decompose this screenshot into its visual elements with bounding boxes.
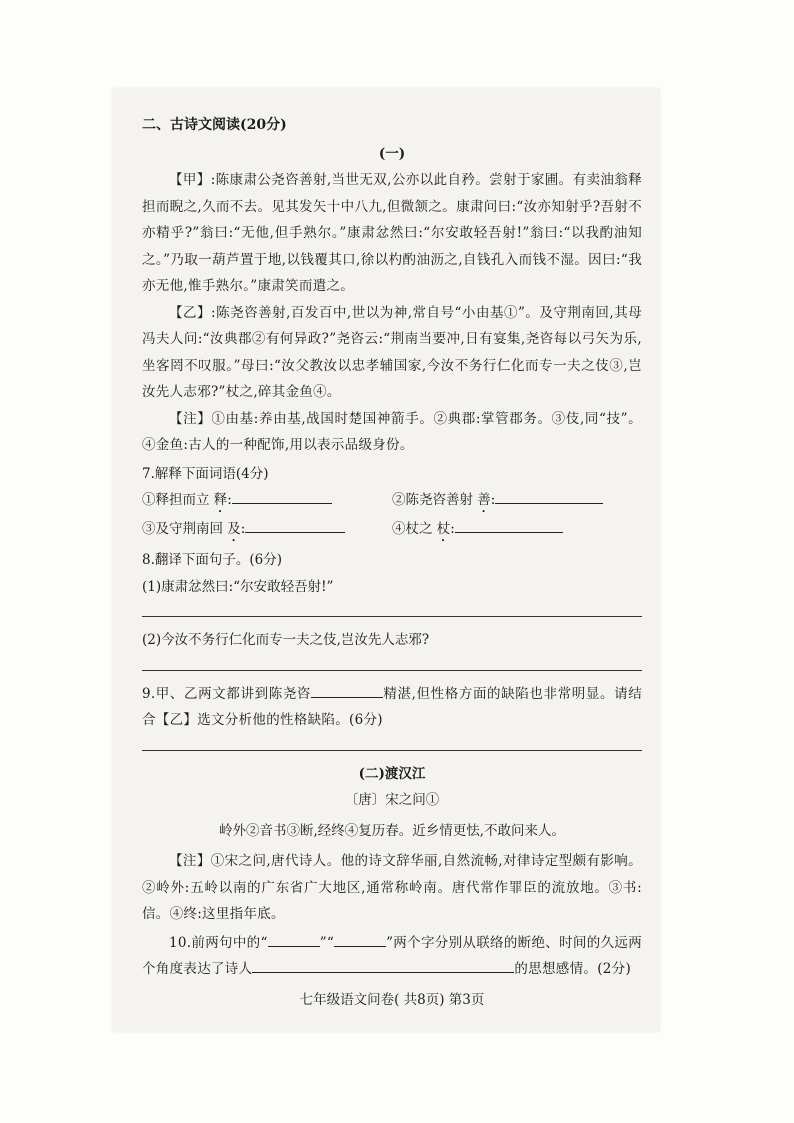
q7-answer-4[interactable] <box>455 516 563 533</box>
q7-item-3-key: 及 <box>227 521 241 537</box>
q7-answer-3[interactable] <box>245 516 345 533</box>
passage-yi: 【乙】:陈尧咨善射,百发百中,世以为神,常自号“小由基①”。及守荆南回,其母冯夫人问:“汝典郡②有何异政?”尧咨云:“荆南当要冲,日有宴集,尧咨每以弓矢为乐,坐客罔不叹服。”母曰:“汝父教汝以忠孝辅国家,今汝不务行仁化而专一夫之伎③,岂汝先人志邪?”杖之,碎其金鱼④。 <box>142 304 642 400</box>
question-7-row-2 <box>142 516 642 545</box>
question-7 <box>142 461 642 546</box>
q10-blank-2[interactable] <box>334 930 386 947</box>
q7-item-2-suffix: : <box>490 492 496 508</box>
q10-blank-1[interactable] <box>268 930 320 947</box>
section-title: 二、古诗文阅读(20分) <box>142 117 287 133</box>
q7-item-1-key: 释 <box>213 492 228 508</box>
q7-item-4-text: ④杖之 <box>392 521 437 537</box>
q7-answer-1[interactable] <box>232 487 332 504</box>
passage-jia: 【甲】:陈康肃公尧咨善射,当世无双,公亦以此自矜。尝射于家圃。有卖油翁释担而睨之,久而不去。见其发矢十中八九,但微颔之。康肃问曰:“汝亦知射乎?吾射不亦精乎?”翁曰:“无他,但手熟尔。”康肃忿然曰:“尔安敢轻吾射!”翁曰:“以我酌油知之。”乃取一葫芦置于地,以钱覆其口,徐以杓酌油沥之,自钱孔入而钱不湿。因曰:“我亦无他,惟手熟尔。”康肃笑而遣之。 <box>142 172 642 294</box>
q10-part-4: 的思想感情。(2分) <box>514 961 632 977</box>
question-7-title: 7.解释下面词语(4分) <box>142 465 269 482</box>
q7-item-1-text: ①释担而立 <box>142 492 214 508</box>
question-7-item-2 <box>392 487 642 516</box>
q9-suffix: 精湛,但性格方面的缺陷也非常明显。请结合【乙】选文分析他的性格缺陷。(6分) <box>142 685 642 728</box>
exam-content <box>142 112 642 1013</box>
q10-part-2: ”“ <box>319 934 335 951</box>
question-9 <box>142 681 642 751</box>
part1-title: (一) <box>378 145 406 162</box>
page-footer: 七年级语文问卷( 共8页) 第3页 <box>299 991 485 1008</box>
q9-answer-line[interactable] <box>142 738 642 751</box>
q7-item-3-text: ③及守荆南回 <box>142 521 228 537</box>
poem-note: 【注】①宋之问,唐代诗人。他的诗文辞华丽,自然流畅,对律诗定型颇有影响。②岭外:五岭以南的广东省广大地区,通常称岭南。唐代常作罪臣的流放地。③书:信。④终:这里指年底。 <box>142 853 642 922</box>
question-7-item-3 <box>142 516 392 545</box>
q9-prefix: 9.甲、乙两文都讲到陈尧咨 <box>142 685 312 702</box>
q7-item-2-text: ②陈尧咨善射 <box>392 492 478 508</box>
q10-part-3: ”两个字分别从联络的断绝、时间的久远两个角度表达了诗人 <box>142 934 642 977</box>
poem-author: 〔唐〕宋之问① <box>344 792 440 808</box>
q7-item-4-suffix: : <box>450 521 455 537</box>
question-10 <box>142 930 642 983</box>
question-8-sentence-1: (1)康肃忿然曰:“尔安敢轻吾射!” <box>142 578 334 595</box>
q10-blank-3[interactable] <box>252 956 514 973</box>
q7-answer-2[interactable] <box>495 487 603 504</box>
question-7-item-4 <box>392 516 642 545</box>
question-8-sentence-2: (2)今汝不务行仁化而专一夫之伎,岂汝先人志邪? <box>142 632 430 648</box>
q9-blank[interactable] <box>311 681 383 698</box>
q10-part-1: 10.前两句中的“ <box>169 934 268 951</box>
passage-note: 【注】①由基:养由基,战国时楚国神箭手。②典郡:掌管郡务。③伎,同“技”。④金鱼:古人的一种配饰,用以表示品级身份。 <box>142 410 642 453</box>
q8-answer-line-2[interactable] <box>142 658 642 671</box>
q7-item-2-key: 善 <box>477 492 491 508</box>
q8-answer-line-1[interactable] <box>142 604 642 617</box>
question-7-item-1 <box>142 487 392 516</box>
q7-item-3-suffix: : <box>240 521 246 537</box>
poem-text: 岭外②音书③断,经终④复历春。近乡情更怯,不敢问来人。 <box>218 822 566 839</box>
part2-title: (二)渡汉江 <box>358 765 426 782</box>
question-7-row-1 <box>142 487 642 516</box>
q7-item-1-suffix: : <box>227 492 232 508</box>
q7-item-4-key: 杖 <box>436 521 451 537</box>
question-8-title: 8.翻译下面句子。(6分) <box>142 552 283 568</box>
question-8 <box>142 547 642 671</box>
